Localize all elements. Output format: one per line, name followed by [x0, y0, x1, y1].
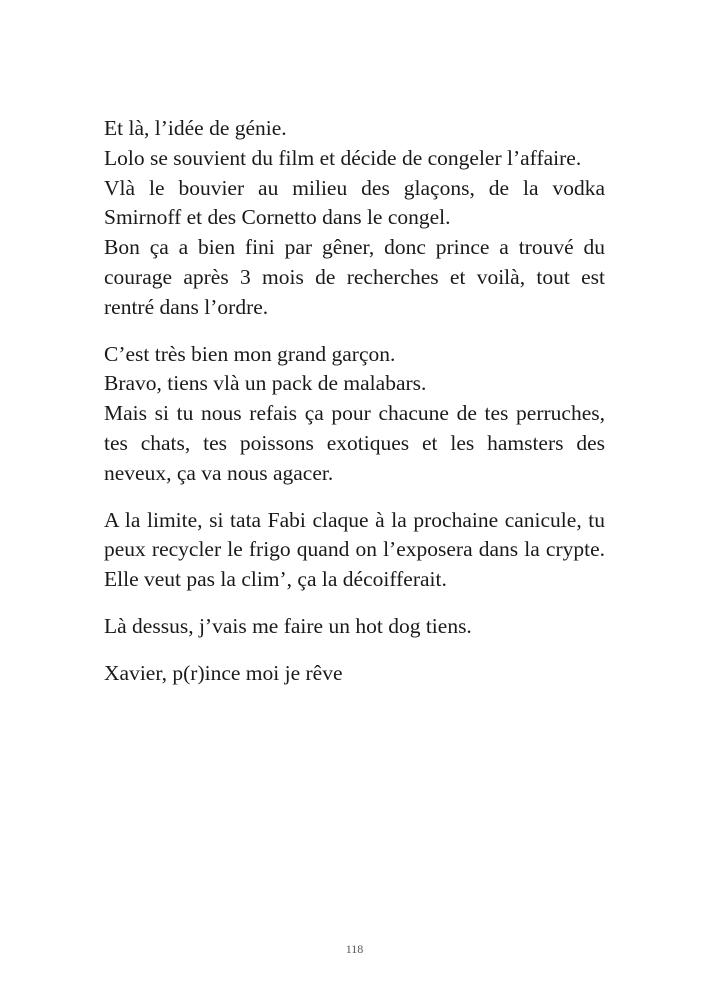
- paragraph: [104, 506, 605, 595]
- page-number: 118: [345, 942, 364, 956]
- text-line: Bravo, tiens vlà un pack de malabars.: [104, 371, 427, 396]
- text-line: Lolo se souvient du film et décide de congeler l’affaire.: [104, 145, 582, 170]
- paragraph: [104, 612, 605, 642]
- text-line: Et là, l’idée de génie.: [104, 116, 287, 140]
- text-line: Là dessus, j’vais me faire un hot dog tiens.: [104, 613, 472, 638]
- text-line: Xavier, p(r)ince moi je rêve: [104, 660, 343, 685]
- paragraph: [104, 114, 605, 323]
- paragraph: [104, 659, 605, 689]
- text-line: Vlà le bouvier au milieu des glaçons, de la vodka Smirnoff et des Cornetto dans le congel.: [104, 175, 605, 230]
- page-body: [104, 114, 605, 706]
- text-line: Mais si tu nous refais ça pour chacune de tes perruches, tes chats, tes poissons exotiques et les hamsters des neveux, ça va nous agacer.: [104, 401, 605, 485]
- text-line: C’est très bien mon grand garçon.: [104, 341, 396, 366]
- text-line: Bon ça a bien fini par gêner, donc prince a trouvé du courage après 3 mois de recherches et voilà, tout est rentré dans l’ordre.: [104, 235, 605, 319]
- paragraph: [104, 340, 605, 489]
- text-line: A la limite, si tata Fabi claque à la prochaine canicule, tu peux recycler le frigo quand on l’exposera dans la crypte. Elle veut pas la clim’, ça la décoifferait.: [104, 507, 605, 592]
